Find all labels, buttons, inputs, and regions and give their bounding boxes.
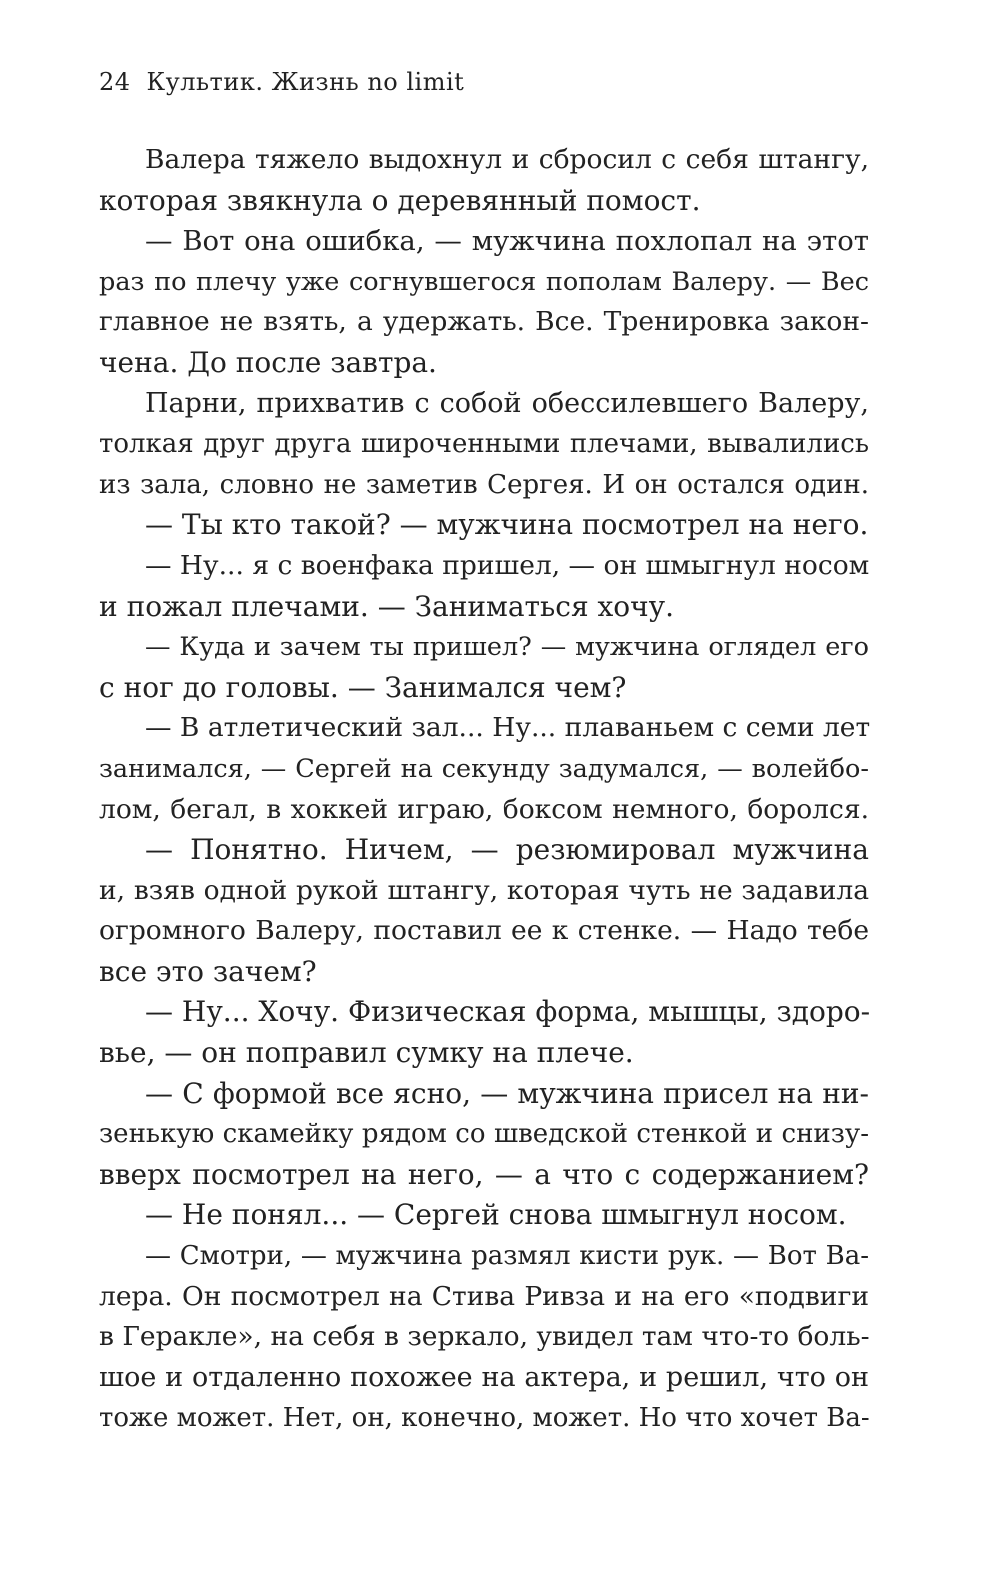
text-line: — Смотри, — мужчина размял кисти рук. — Вот Ва- bbox=[145, 1241, 869, 1272]
text-line: — Понятно. Ничем, — резюмировал мужчина bbox=[145, 833, 869, 867]
text-line: — Ты кто такой? — мужчина посмотрел на него. bbox=[145, 508, 869, 542]
text-line: тоже может. Нет, он, конечно, может. Но что хочет Ва- bbox=[99, 1403, 870, 1434]
running-title: Культик. Жизнь no limit bbox=[146, 68, 465, 96]
text-line: все это зачем? bbox=[99, 954, 317, 988]
text-line: — Ну... Хочу. Физическая форма, мышцы, здоро- bbox=[145, 995, 871, 1029]
text-line: огромного Валеру, поставил ее к стенке. — Надо тебе bbox=[99, 915, 869, 947]
text-line: — Ну... я с военфака пришел, — он шмыгнул носом bbox=[145, 549, 870, 581]
text-line: Валера тяжело выдохнул и сбросил с себя штангу, bbox=[145, 144, 869, 175]
text-line: вверх посмотрел на него, — а что с содержанием? bbox=[99, 1157, 869, 1191]
text-line: толкая друг друга широченными плечами, вывалились bbox=[99, 429, 869, 460]
text-line: Парни, прихватив с собой обессилевшего Валеру, bbox=[145, 387, 869, 419]
text-line: чена. До после завтра. bbox=[99, 345, 437, 379]
text-line: — Вот она ошибка, — мужчина похлопал на этот bbox=[145, 225, 869, 258]
text-line: и, взяв одной рукой штангу, которая чуть не задавила bbox=[99, 874, 869, 906]
text-line: зенькую скамейку рядом со шведской стенкой и снизу- bbox=[99, 1119, 869, 1150]
running-header bbox=[99, 68, 464, 96]
text-line: — Куда и зачем ты пришел? — мужчина оглядел его bbox=[145, 632, 869, 663]
text-line: с ног до головы. — Занимался чем? bbox=[99, 670, 627, 704]
text-line: в Геракле», на себя в зеркало, увидел там что-то боль- bbox=[99, 1321, 870, 1353]
body-text bbox=[99, 140, 869, 1439]
text-line: лера. Он посмотрел на Стива Ривза и на его «подвиги bbox=[99, 1280, 869, 1312]
text-line: раз по плечу уже согнувшегося пополам Валеру. — Вес bbox=[99, 266, 869, 297]
text-line: — С формой все ясно, — мужчина присел на ни- bbox=[145, 1076, 869, 1110]
text-line: — Не понял... — Сергей снова шмыгнул носом. bbox=[145, 1198, 847, 1232]
text-line: из зала, словно не заметив Сергея. И он остался один. bbox=[99, 469, 869, 500]
text-line: лом, бегал, в хоккей играю, боксом немного, боролся. bbox=[99, 793, 869, 825]
text-line: которая звякнула о деревянный помост. bbox=[99, 183, 701, 217]
text-line: главное не взять, а удержать. Все. Тренировка закон- bbox=[99, 306, 869, 338]
text-line: занимался, — Сергей на секунду задумался, — волейбо- bbox=[99, 753, 869, 784]
page-number: 24 bbox=[99, 68, 131, 96]
text-line: вье, — он поправил сумку на плече. bbox=[99, 1036, 634, 1070]
text-line: и пожал плечами. — Заниматься хочу. bbox=[99, 589, 675, 623]
text-line: — В атлетический зал... Ну... плаваньем с семи лет bbox=[145, 712, 871, 744]
text-line: шое и отдаленно похожее на актера, и решил, что он bbox=[99, 1361, 869, 1393]
